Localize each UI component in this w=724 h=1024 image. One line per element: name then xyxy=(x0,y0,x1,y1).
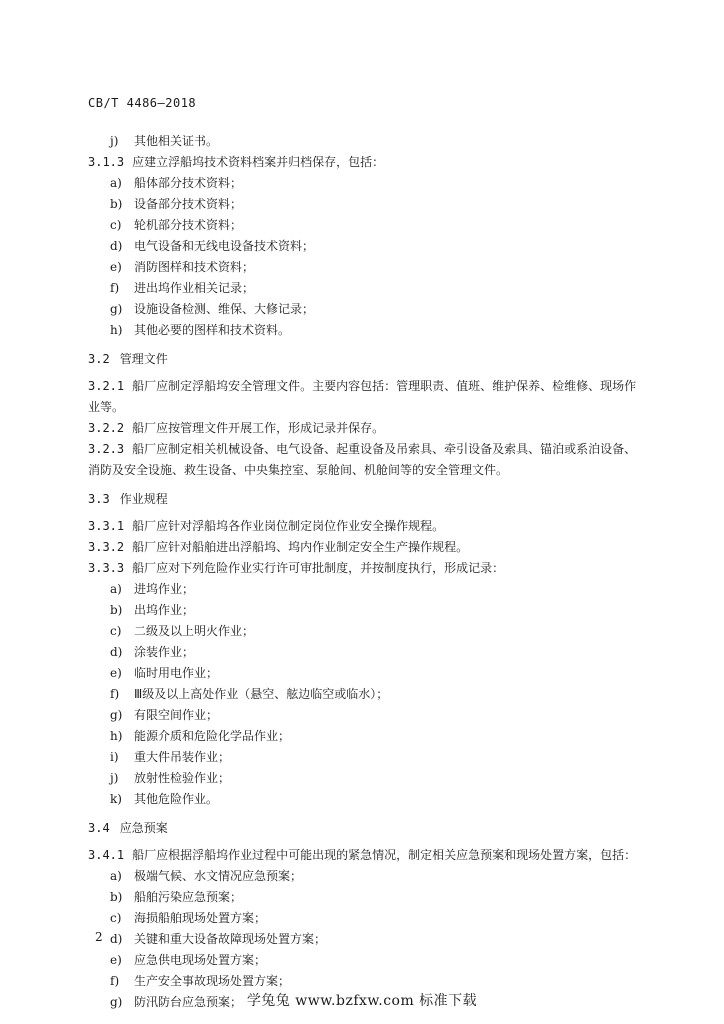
clause-text: 船厂应根据浮船坞作业过程中可能出现的紧急情况，制定相关应急预案和现场处置方案，包括： xyxy=(132,848,637,862)
clause-3-4-1 xyxy=(88,845,648,866)
clause-text: 船厂应对下列危险作业实行许可审批制度，并按制度执行，形成记录： xyxy=(132,561,505,575)
list-text: 二级及以上明火作业； xyxy=(134,624,255,638)
list-item xyxy=(88,789,648,810)
list-marker: a) xyxy=(110,869,122,883)
clause-number: 3.2.2 xyxy=(88,421,125,435)
list-text: 消防图样和技术资料； xyxy=(134,260,255,274)
list-text: 防汛防台应急预案； xyxy=(134,995,243,1009)
clause-number: 3.2.1 xyxy=(88,379,125,393)
list-text: 电气设备和无线电设备技术资料； xyxy=(134,239,315,253)
page-number: 2 xyxy=(95,930,103,944)
clause-3-2-3 xyxy=(88,439,648,481)
section-title: 管理文件 xyxy=(119,352,168,366)
list-item xyxy=(88,908,648,929)
list-marker: b) xyxy=(110,890,123,904)
list-text: 极端气候、水文情况应急预案； xyxy=(134,869,303,883)
document-id: CB/T 4486—2018 xyxy=(88,96,197,110)
list-marker: h) xyxy=(110,323,123,337)
list-item xyxy=(88,215,648,236)
list-text: 海损船舶现场处置方案； xyxy=(134,911,267,925)
clause-3-2-2 xyxy=(88,418,648,439)
list-text: 其他相关证书。 xyxy=(134,134,219,148)
list-text: 船体部分技术资料； xyxy=(134,176,243,190)
list-marker: e) xyxy=(110,260,122,274)
clause-3-1-3 xyxy=(88,152,648,173)
list-marker: a) xyxy=(110,582,122,596)
list-item xyxy=(88,194,648,215)
list-item xyxy=(88,747,648,768)
clause-text: 船厂应制定相关机械设备、电气设备、起重设备及吊索具、牵引设备及索具、锚泊或系泊设备、消防及安全设施、救生设备、中央集控室、泵舱间、机舱间等的安全管理文件。 xyxy=(88,442,637,477)
clause-text: 船厂应制定浮船坞安全管理文件。主要内容包括：管理职责、值班、维护保养、检维修、现场作业等。 xyxy=(88,379,637,414)
clause-text: 应建立浮船坞技术资料档案并归档保存，包括： xyxy=(132,155,385,169)
list-text: Ⅲ级及以上高处作业（悬空、舷边临空或临水）； xyxy=(134,687,389,701)
list-text: 轮机部分技术资料； xyxy=(134,218,243,232)
list-text: 放射性检验作业； xyxy=(134,771,231,785)
clause-text: 船厂应针对船舶进出浮船坞、坞内作业制定安全生产操作规程。 xyxy=(132,540,469,554)
list-text: 能源介质和危险化学品作业； xyxy=(134,729,291,743)
clause-text: 船厂应按管理文件开展工作，形成记录并保存。 xyxy=(132,421,385,435)
section-number: 3.3 xyxy=(88,492,110,506)
list-marker: c) xyxy=(110,911,122,925)
list-item xyxy=(88,299,648,320)
list-item xyxy=(88,642,648,663)
list-item xyxy=(88,621,648,642)
list-item xyxy=(88,705,648,726)
list-marker: f) xyxy=(110,281,120,295)
list-item xyxy=(88,278,648,299)
clause-number: 3.4.1 xyxy=(88,848,125,862)
list-text: 有限空间作业； xyxy=(134,708,219,722)
list-marker: d) xyxy=(110,645,123,659)
section-number: 3.4 xyxy=(88,821,110,835)
clause-number: 3.3.3 xyxy=(88,561,125,575)
list-item xyxy=(88,257,648,278)
list-item xyxy=(88,684,648,705)
list-text: 船舶污染应急预案； xyxy=(134,890,243,904)
list-marker: g) xyxy=(110,995,123,1009)
list-marker: c) xyxy=(110,624,122,638)
download-footer: 学兔兔 www.bzfxw.com 标准下载 xyxy=(246,993,478,1009)
list-text: 其他危险作业。 xyxy=(134,792,219,806)
list-text: 涂装作业； xyxy=(134,645,195,659)
list-item xyxy=(88,950,648,971)
clause-3-3-2 xyxy=(88,537,648,558)
list-item xyxy=(88,929,648,950)
list-marker: e) xyxy=(110,953,122,967)
list-marker: h) xyxy=(110,729,123,743)
list-text: 应急供电现场处置方案； xyxy=(134,953,267,967)
clause-number: 3.2.3 xyxy=(88,442,125,456)
clause-number: 3.3.2 xyxy=(88,540,125,554)
list-item xyxy=(88,866,648,887)
list-marker: b) xyxy=(110,603,123,617)
list-text: 设备部分技术资料； xyxy=(134,197,243,211)
clause-3-3-1 xyxy=(88,516,648,537)
list-marker: i) xyxy=(110,750,119,764)
list-marker: d) xyxy=(110,239,123,253)
clause-3-3-3 xyxy=(88,558,648,579)
list-item xyxy=(88,131,648,152)
list-text: 出坞作业； xyxy=(134,603,195,617)
list-text: 生产安全事故现场处置方案； xyxy=(134,974,291,988)
clause-number: 3.1.3 xyxy=(88,155,125,169)
list-text: 临时用电作业； xyxy=(134,666,219,680)
list-item xyxy=(88,726,648,747)
list-marker: g) xyxy=(110,708,123,722)
list-item xyxy=(88,887,648,908)
list-marker: j) xyxy=(110,771,119,785)
list-text: 其他必要的图样和技术资料。 xyxy=(134,323,291,337)
list-item xyxy=(88,663,648,684)
section-title: 作业规程 xyxy=(119,492,168,506)
list-3-1-3 xyxy=(88,173,648,341)
list-marker: j) xyxy=(110,134,119,148)
list-item xyxy=(88,173,648,194)
list-marker: b) xyxy=(110,197,123,211)
list-text: 重大件吊装作业； xyxy=(134,750,231,764)
list-marker: c) xyxy=(110,218,122,232)
list-item xyxy=(88,579,648,600)
clause-3-2-1 xyxy=(88,376,648,418)
list-marker: f) xyxy=(110,974,120,988)
list-marker: a) xyxy=(110,176,122,190)
list-3-3-3 xyxy=(88,579,648,810)
list-marker: d) xyxy=(110,932,123,946)
list-marker: g) xyxy=(110,302,123,316)
list-text: 设施设备检测、维保、大修记录； xyxy=(134,302,315,316)
list-item xyxy=(88,971,648,992)
section-title: 应急预案 xyxy=(119,821,168,835)
document-body xyxy=(88,131,648,1013)
list-text: 进坞作业； xyxy=(134,582,195,596)
section-heading-3-3 xyxy=(88,489,648,510)
section-heading-3-2 xyxy=(88,349,648,370)
list-marker: k) xyxy=(110,792,122,806)
list-text: 关键和重大设备故障现场处置方案； xyxy=(134,932,327,946)
list-item xyxy=(88,600,648,621)
list-marker: e) xyxy=(110,666,122,680)
list-item xyxy=(88,320,648,341)
clause-text: 船厂应针对浮船坞各作业岗位制定岗位作业安全操作规程。 xyxy=(132,519,445,533)
list-text: 进出坞作业相关记录； xyxy=(134,281,255,295)
list-item xyxy=(88,768,648,789)
list-item xyxy=(88,236,648,257)
list-marker: f) xyxy=(110,687,120,701)
section-number: 3.2 xyxy=(88,352,110,366)
clause-number: 3.3.1 xyxy=(88,519,125,533)
section-heading-3-4 xyxy=(88,818,648,839)
